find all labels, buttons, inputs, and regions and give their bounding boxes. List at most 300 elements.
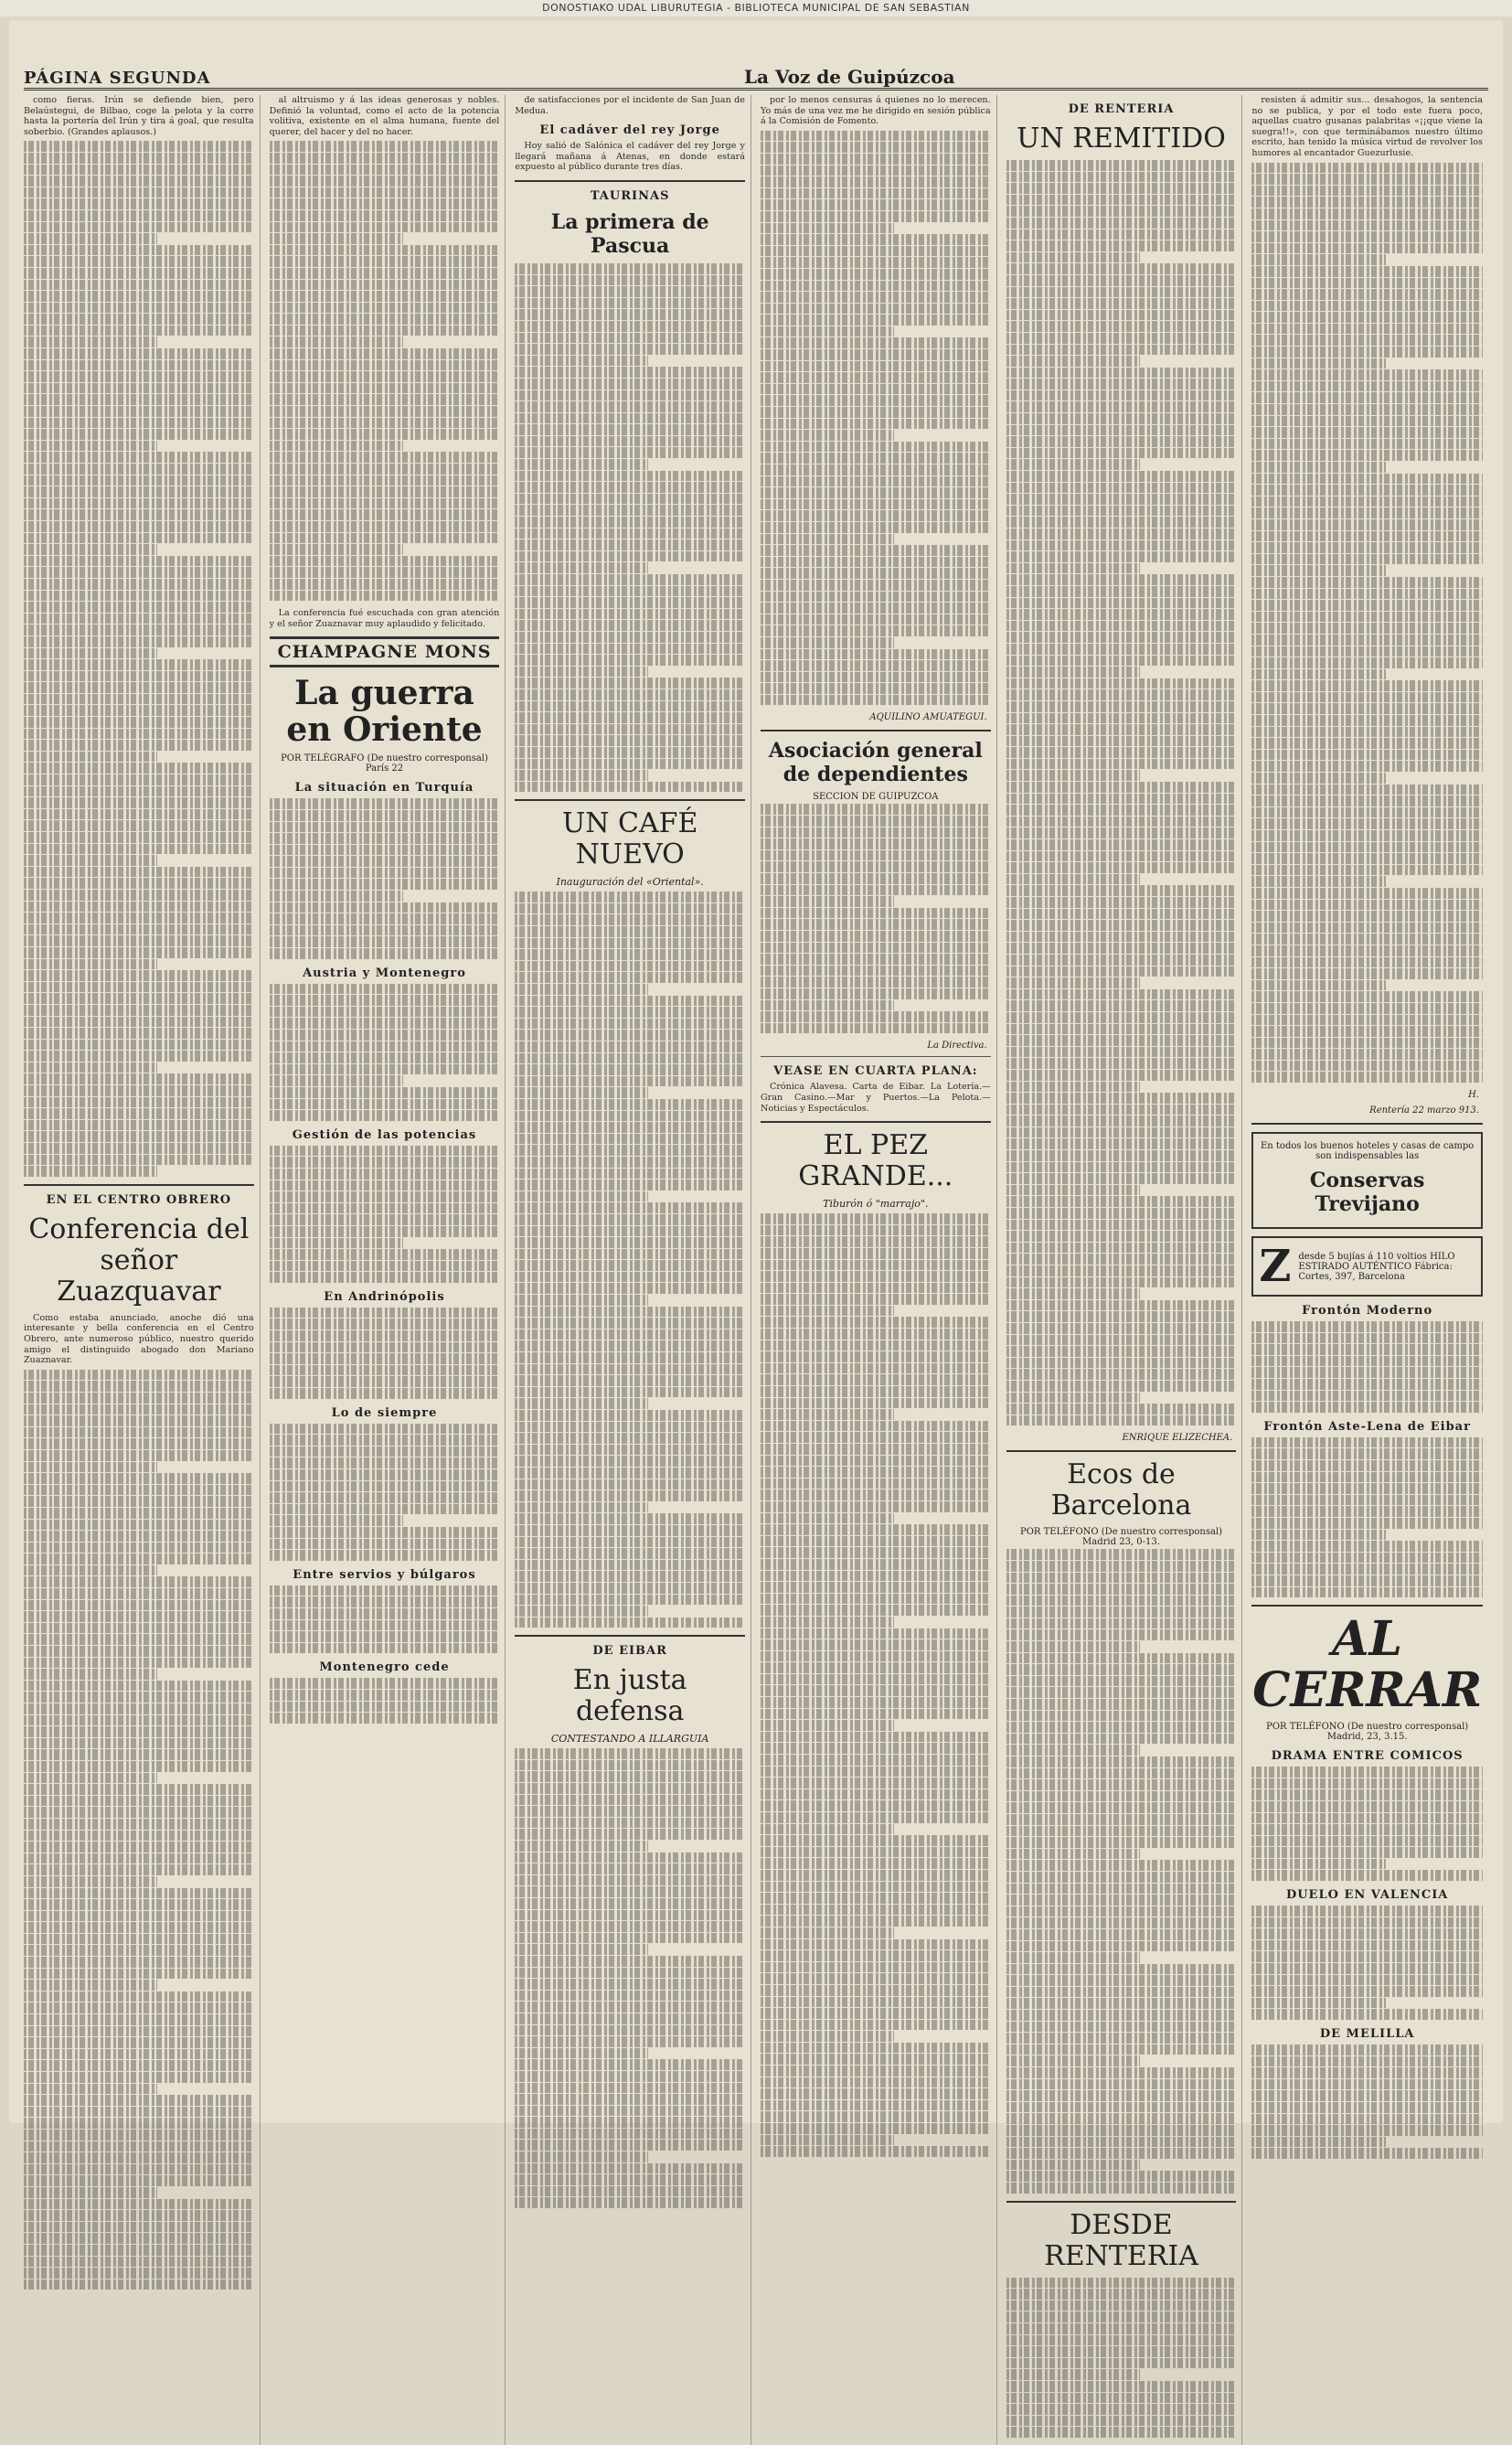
text-line bbox=[1251, 2090, 1483, 2101]
text-line bbox=[24, 1576, 254, 1587]
col1-opening: como fieras. Irún se defiende bien, pero Belaústegui, de Bilbao, coge la pelota y la corre hasta la portería del Irún y tira á goal, que resulta soberbio. (Grandes aplausos.) bbox=[24, 95, 254, 137]
text-line bbox=[761, 1467, 991, 1478]
text-line bbox=[515, 2002, 745, 2013]
text-line bbox=[761, 1213, 991, 1224]
text-line bbox=[24, 245, 254, 256]
text-line bbox=[24, 2280, 254, 2290]
text-line bbox=[24, 1565, 157, 1576]
text-line bbox=[515, 379, 745, 390]
text-line bbox=[1006, 333, 1237, 344]
text-line bbox=[1006, 2369, 1140, 2380]
text-line bbox=[24, 2233, 254, 2244]
paper-title: La Voz de Guipúzcoa bbox=[743, 66, 955, 88]
text-line bbox=[1006, 206, 1237, 217]
text-line bbox=[515, 984, 648, 995]
text-line bbox=[1006, 263, 1237, 274]
text-line bbox=[270, 233, 403, 244]
text-line bbox=[270, 1180, 500, 1191]
text-line bbox=[1006, 1573, 1237, 1584]
text-line bbox=[1006, 1941, 1237, 1952]
text-line bbox=[1006, 1093, 1237, 1104]
text-line bbox=[24, 1934, 254, 1945]
text-line bbox=[24, 959, 157, 970]
text-line bbox=[24, 1462, 157, 1473]
text-line bbox=[761, 1236, 991, 1247]
col6-duelo: DUELO EN VALENCIA bbox=[1285, 1888, 1449, 1903]
text-line bbox=[1006, 794, 1237, 805]
text-line bbox=[1006, 1687, 1237, 1698]
text-line bbox=[24, 2026, 254, 2037]
text-line bbox=[1251, 392, 1483, 403]
text-line bbox=[1006, 1826, 1237, 1837]
text-line bbox=[1251, 1824, 1483, 1835]
text-line bbox=[1251, 923, 1483, 934]
text-line bbox=[515, 1410, 745, 1421]
text-line bbox=[1251, 1038, 1483, 1049]
text-line bbox=[270, 556, 500, 567]
text-line bbox=[24, 878, 254, 889]
text-line bbox=[1006, 1381, 1237, 1392]
text-line bbox=[270, 868, 500, 879]
text-line bbox=[1006, 2416, 1237, 2427]
text-line bbox=[1251, 186, 1483, 197]
text-line bbox=[1006, 195, 1237, 206]
column-4 bbox=[761, 95, 997, 2445]
text-line bbox=[515, 2186, 745, 2197]
text-line bbox=[1006, 2183, 1237, 2194]
text-line bbox=[24, 2141, 254, 2152]
text-line bbox=[1006, 1369, 1237, 1380]
text-line bbox=[1006, 770, 1140, 781]
text-line bbox=[515, 344, 745, 355]
text-line bbox=[515, 1111, 745, 1122]
text-line bbox=[761, 1685, 991, 1696]
text-line bbox=[1006, 2102, 1237, 2113]
text-line bbox=[270, 371, 500, 382]
text-line bbox=[515, 1479, 745, 1490]
text-line bbox=[515, 275, 745, 286]
text-line bbox=[1251, 612, 1483, 623]
text-line bbox=[515, 1548, 745, 1559]
text-line bbox=[761, 453, 991, 464]
text-line bbox=[1006, 1549, 1237, 1560]
text-line bbox=[1251, 1003, 1483, 1014]
text-line bbox=[761, 683, 991, 694]
text-line bbox=[24, 1669, 157, 1680]
text-line bbox=[1251, 957, 1483, 968]
text-line bbox=[1251, 1906, 1483, 1916]
text-line bbox=[270, 1713, 500, 1724]
text-line bbox=[1006, 321, 1237, 332]
text-line bbox=[515, 2163, 745, 2174]
text-line bbox=[761, 1513, 894, 1524]
text-line bbox=[761, 154, 991, 165]
text-line bbox=[761, 464, 991, 475]
text-line bbox=[761, 499, 991, 510]
text-line bbox=[761, 281, 991, 292]
text-line bbox=[270, 1527, 500, 1538]
text-line bbox=[24, 1681, 254, 1692]
text-line bbox=[270, 1515, 403, 1526]
text-line bbox=[1251, 416, 1483, 427]
text-line bbox=[270, 591, 500, 602]
text-line bbox=[515, 655, 745, 666]
text-line bbox=[515, 517, 745, 528]
text-line bbox=[24, 2002, 254, 2013]
col4-text-block-3 bbox=[761, 1213, 991, 2157]
text-line bbox=[24, 2014, 254, 2025]
text-line bbox=[761, 407, 991, 418]
text-line bbox=[1251, 991, 1483, 1002]
text-line bbox=[270, 280, 500, 291]
text-line bbox=[1251, 934, 1483, 945]
text-line bbox=[515, 1387, 745, 1398]
col6-text: resisten á admitir sus... desahogos, la sentencia no se publica, y por el todo este fuera poco, aquellas cuatro gusanas palabritas «¡¡que viene la suegra!!», con que terminábamos nuestro último escrito, han tenido la música virtud de revolver los humores al encantador Guezurlusie. bbox=[1251, 95, 1483, 158]
text-line bbox=[270, 902, 500, 913]
text-line bbox=[761, 1662, 991, 1673]
text-line bbox=[515, 1041, 745, 1052]
text-line bbox=[1251, 2009, 1483, 2020]
text-line bbox=[515, 286, 745, 297]
text-line bbox=[1251, 657, 1483, 668]
text-line bbox=[761, 1248, 991, 1259]
text-line bbox=[761, 672, 991, 683]
col5-text-block-2 bbox=[1006, 1549, 1237, 2193]
text-line bbox=[1251, 1495, 1483, 1506]
text-line bbox=[1251, 589, 1483, 600]
text-line bbox=[1006, 172, 1237, 183]
text-line bbox=[270, 475, 500, 486]
text-line bbox=[24, 2187, 157, 2198]
text-line bbox=[515, 1134, 745, 1145]
text-line bbox=[515, 938, 745, 949]
text-line bbox=[761, 1767, 991, 1778]
text-line bbox=[24, 820, 254, 831]
col6-signature: H. bbox=[1468, 1090, 1479, 1101]
text-line bbox=[24, 1864, 254, 1875]
text-line bbox=[24, 1040, 254, 1051]
text-line bbox=[1006, 701, 1237, 712]
text-line bbox=[1006, 943, 1237, 954]
column-5 bbox=[1006, 95, 1243, 2445]
text-line bbox=[1251, 1391, 1483, 1402]
col5-title: UN REMITIDO bbox=[1017, 123, 1226, 155]
text-line bbox=[761, 1997, 991, 2008]
col6-dateline: Rentería 22 marzo 913. bbox=[1369, 1105, 1479, 1116]
text-line bbox=[761, 165, 991, 176]
text-line bbox=[1251, 911, 1483, 922]
text-line bbox=[761, 2077, 991, 2088]
text-line bbox=[1251, 439, 1483, 450]
text-line bbox=[761, 487, 991, 498]
text-line bbox=[1006, 2381, 1237, 2392]
text-line bbox=[1251, 301, 1483, 312]
text-line bbox=[1006, 2171, 1237, 2182]
text-line bbox=[515, 1445, 745, 1456]
text-line bbox=[1006, 1393, 1140, 1404]
text-line bbox=[1251, 2067, 1483, 2078]
text-line bbox=[24, 406, 254, 417]
text-line bbox=[1251, 542, 1483, 553]
text-line bbox=[1251, 1847, 1483, 1858]
text-line bbox=[24, 1807, 254, 1818]
text-line bbox=[24, 360, 254, 371]
text-line bbox=[24, 890, 254, 901]
text-line bbox=[1251, 1986, 1483, 1997]
col4-text-block-1 bbox=[761, 131, 991, 706]
text-line bbox=[515, 1513, 745, 1524]
text-line bbox=[24, 1131, 254, 1142]
text-line bbox=[1006, 540, 1237, 551]
text-line bbox=[24, 947, 254, 958]
text-line bbox=[270, 222, 500, 233]
text-line bbox=[1006, 218, 1237, 229]
text-line bbox=[761, 1789, 991, 1800]
text-line bbox=[24, 1155, 254, 1166]
text-line bbox=[24, 636, 254, 647]
text-line bbox=[761, 603, 991, 614]
text-line bbox=[1006, 1335, 1237, 1346]
text-line bbox=[24, 935, 254, 946]
text-line bbox=[1251, 554, 1483, 565]
text-line bbox=[1006, 1116, 1237, 1126]
text-line bbox=[24, 1646, 254, 1657]
text-line bbox=[761, 199, 991, 210]
text-line bbox=[515, 597, 745, 608]
text-line bbox=[761, 269, 991, 280]
text-line bbox=[270, 579, 500, 590]
text-line bbox=[515, 1560, 745, 1571]
text-line bbox=[270, 187, 500, 198]
text-line bbox=[24, 982, 254, 993]
text-line bbox=[1006, 966, 1237, 977]
text-line bbox=[270, 1447, 500, 1457]
text-line bbox=[515, 1748, 745, 1759]
text-line bbox=[1251, 1379, 1483, 1390]
text-line bbox=[1251, 680, 1483, 691]
text-line bbox=[1251, 324, 1483, 335]
text-line bbox=[24, 1692, 254, 1703]
text-line bbox=[24, 1415, 254, 1426]
text-line bbox=[515, 1214, 745, 1225]
text-line bbox=[24, 1005, 254, 1016]
text-line bbox=[270, 176, 500, 187]
text-line bbox=[24, 2175, 254, 2186]
text-line bbox=[24, 1450, 254, 1461]
text-line bbox=[761, 1409, 894, 1420]
text-line bbox=[1006, 2045, 1237, 2055]
text-line bbox=[1251, 1448, 1483, 1459]
text-line bbox=[1006, 851, 1237, 862]
text-line bbox=[24, 1980, 157, 1991]
text-line bbox=[24, 222, 254, 233]
text-line bbox=[270, 1319, 500, 1329]
text-line bbox=[1006, 736, 1237, 747]
text-line bbox=[270, 1457, 500, 1468]
text-line bbox=[515, 1145, 745, 1156]
text-line bbox=[515, 2140, 745, 2151]
ad-conservas-title: Conservas Trevijano bbox=[1309, 1169, 1425, 1217]
text-line bbox=[515, 1502, 648, 1513]
text-line bbox=[515, 562, 648, 573]
text-line bbox=[515, 1191, 648, 1202]
text-line bbox=[270, 509, 500, 520]
text-line bbox=[761, 1985, 991, 1996]
text-line bbox=[761, 1524, 991, 1535]
text-line bbox=[515, 494, 745, 505]
text-line bbox=[515, 1260, 745, 1271]
text-line bbox=[24, 1520, 254, 1531]
text-line bbox=[515, 1968, 745, 1979]
text-line bbox=[761, 2054, 991, 2065]
text-line bbox=[761, 246, 991, 257]
text-line bbox=[1251, 1998, 1386, 2009]
text-line bbox=[761, 1732, 991, 1743]
text-line bbox=[24, 832, 254, 843]
text-line bbox=[270, 1424, 500, 1435]
text-line bbox=[1006, 2055, 1140, 2066]
col4-pez-kicker: Tiburón ó "marrajo". bbox=[823, 1198, 929, 1211]
col2-sub3: Gestión de las potencias bbox=[292, 1127, 477, 1142]
text-line bbox=[270, 1099, 500, 1110]
text-line bbox=[1251, 646, 1483, 657]
text-line bbox=[1251, 876, 1386, 887]
text-line bbox=[1006, 2289, 1237, 2300]
text-line bbox=[1251, 1917, 1483, 1928]
text-line bbox=[1006, 1906, 1237, 1917]
text-line bbox=[270, 925, 500, 936]
text-line bbox=[515, 471, 745, 482]
text-line bbox=[761, 1479, 991, 1489]
text-line bbox=[24, 1017, 254, 1028]
text-line bbox=[1251, 507, 1483, 518]
col2-text-block-4 bbox=[270, 1146, 500, 1283]
text-line bbox=[1251, 980, 1386, 991]
col6-text-block-3 bbox=[1251, 1437, 1483, 1597]
text-line bbox=[24, 1370, 254, 1381]
text-line bbox=[1006, 1561, 1237, 1572]
text-line bbox=[1006, 1596, 1237, 1607]
text-line bbox=[1006, 1791, 1237, 1802]
text-line bbox=[515, 712, 745, 723]
text-line bbox=[270, 1249, 500, 1260]
text-line bbox=[24, 1922, 254, 1933]
archive-banner: DONOSTIAKO UDAL LIBURUTEGIA - BIBLIOTECA MUNICIPAL DE SAN SEBASTIAN bbox=[0, 0, 1512, 16]
text-line bbox=[515, 1829, 745, 1840]
text-line bbox=[1251, 1813, 1483, 1824]
text-line bbox=[515, 2048, 648, 2059]
text-line bbox=[24, 1473, 254, 1484]
text-line bbox=[1006, 689, 1237, 700]
text-line bbox=[1006, 1035, 1237, 1046]
text-line bbox=[515, 1618, 745, 1628]
col1-heading: EN EL CENTRO OBRERO bbox=[46, 1192, 232, 1207]
text-line bbox=[1006, 2335, 1237, 2346]
text-line bbox=[761, 1225, 991, 1236]
divider bbox=[761, 730, 991, 731]
text-line bbox=[1006, 1047, 1237, 1058]
col2-text2: La conferencia fué escuchada con gran atención y el señor Zuaznavar muy aplaudido y felicitado. bbox=[269, 608, 500, 629]
text-line bbox=[515, 1398, 648, 1409]
text-line bbox=[761, 1939, 991, 1950]
text-line bbox=[515, 309, 745, 320]
text-line bbox=[515, 1852, 745, 1863]
text-line bbox=[515, 1318, 745, 1329]
text-line bbox=[270, 314, 500, 325]
text-line bbox=[24, 383, 254, 394]
text-line bbox=[515, 2083, 745, 2094]
text-line bbox=[1251, 1553, 1483, 1564]
text-line bbox=[270, 1643, 500, 1654]
text-line bbox=[24, 1761, 254, 1772]
col2-sub6: Entre servios y búlgaros bbox=[293, 1567, 476, 1582]
text-line bbox=[24, 314, 254, 325]
text-line bbox=[270, 1214, 500, 1225]
text-line bbox=[761, 510, 991, 521]
divider bbox=[1006, 1450, 1237, 1452]
text-line bbox=[761, 827, 991, 838]
text-line bbox=[515, 914, 745, 925]
text-line bbox=[761, 1927, 894, 1938]
text-line bbox=[270, 1469, 500, 1480]
text-line bbox=[1006, 1895, 1237, 1906]
text-line bbox=[515, 620, 745, 631]
text-line bbox=[24, 625, 254, 635]
text-line bbox=[270, 1690, 500, 1701]
col2-title: La guerra en Oriente bbox=[286, 674, 483, 750]
text-line bbox=[24, 2060, 254, 2071]
text-line bbox=[270, 1075, 403, 1086]
text-line bbox=[1251, 231, 1483, 242]
text-line bbox=[761, 931, 991, 942]
text-line bbox=[515, 667, 648, 678]
text-line bbox=[1006, 862, 1237, 873]
text-line bbox=[1251, 1530, 1386, 1541]
col4-assoc-sub: SECCION DE GUIPUZCOA bbox=[813, 792, 939, 803]
text-line bbox=[270, 1191, 500, 1202]
text-line bbox=[270, 291, 500, 302]
text-line bbox=[1006, 436, 1237, 447]
text-line bbox=[515, 1944, 648, 1955]
text-line bbox=[1006, 621, 1237, 632]
col6-text-block-6 bbox=[1251, 2045, 1483, 2159]
text-line bbox=[1251, 807, 1483, 818]
text-line bbox=[24, 1831, 254, 1842]
text-line bbox=[24, 717, 254, 728]
text-line bbox=[1006, 1584, 1237, 1595]
text-line bbox=[24, 705, 254, 716]
text-line bbox=[515, 1841, 648, 1852]
text-line bbox=[24, 1097, 254, 1108]
text-line bbox=[515, 1329, 745, 1340]
text-line bbox=[270, 1376, 500, 1387]
text-line bbox=[761, 2008, 991, 2019]
text-line bbox=[515, 390, 745, 401]
text-line bbox=[1006, 586, 1237, 597]
col3-title: La primera de Pascua bbox=[550, 209, 709, 258]
column-6 bbox=[1251, 95, 1488, 2445]
text-line bbox=[1006, 1254, 1237, 1265]
text-line bbox=[270, 429, 500, 440]
text-line bbox=[515, 1760, 745, 1771]
text-line bbox=[761, 372, 991, 383]
divider bbox=[1251, 1605, 1483, 1607]
text-line bbox=[1006, 1641, 1140, 1652]
text-line bbox=[515, 263, 745, 274]
text-line bbox=[270, 833, 500, 844]
text-line bbox=[1006, 1196, 1237, 1207]
text-line bbox=[270, 1388, 500, 1399]
